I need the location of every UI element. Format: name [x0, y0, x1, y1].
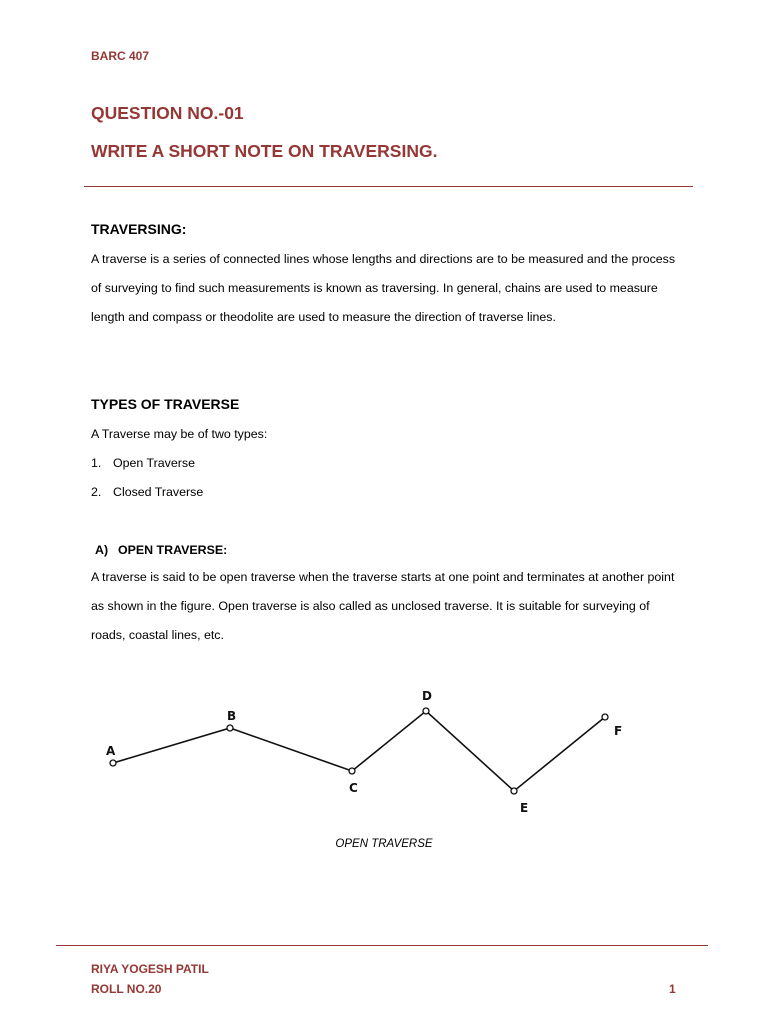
- station-label-b: B: [227, 709, 237, 723]
- header-divider: [84, 186, 693, 187]
- station-e: [511, 788, 517, 794]
- author-name: RIYA YOGESH PATIL: [91, 962, 209, 976]
- open-traverse-heading: [95, 543, 227, 557]
- footer-divider: [56, 945, 708, 946]
- types-heading: TYPES OF TRAVERSE: [91, 396, 240, 412]
- station-b: [227, 725, 233, 731]
- open-traverse-paragraph: A traverse is said to be open traverse when the traverse starts at one point and terminates at another point as shown in the figure. Open traverse is also called as unclosed traverse. It is suitable for surveying of roads, coastal lines, etc.: [91, 570, 675, 642]
- course-code: BARC 407: [91, 49, 150, 63]
- list-item-label: Open Traverse: [113, 456, 195, 470]
- list-item-label: Closed Traverse: [113, 485, 204, 499]
- open-traverse-figure: [100, 680, 640, 815]
- station-c: [349, 768, 355, 774]
- traverse-line: [113, 711, 605, 791]
- traversing-paragraph: A traverse is a series of connected lines whose lengths and directions are to be measured and the process of surveying to find such measurements is known as traversing. In general, chains are used to measure length and compass or theodolite are used to measure the direction of traverse lines.: [91, 252, 676, 324]
- open-traverse-heading-text: OPEN TRAVERSE:: [118, 543, 228, 557]
- station-d: [423, 708, 429, 714]
- station-label-a: A: [106, 744, 116, 758]
- traversing-heading: TRAVERSING:: [91, 221, 187, 237]
- question-title: WRITE A SHORT NOTE ON TRAVERSING.: [91, 141, 438, 161]
- list-item-number: 2.: [91, 485, 102, 499]
- roll-number: ROLL NO.20: [91, 982, 162, 996]
- page-number: 1: [669, 982, 676, 996]
- station-label-e: E: [520, 801, 529, 815]
- station-a: [110, 760, 116, 766]
- question-number: QUESTION NO.-01: [91, 103, 244, 123]
- list-item: [91, 485, 203, 499]
- list-item-number: 1.: [91, 456, 102, 470]
- station-f: [602, 714, 608, 720]
- station-label-c: C: [349, 781, 358, 795]
- types-intro: A Traverse may be of two types:: [91, 427, 268, 441]
- open-traverse-marker: A): [95, 543, 109, 557]
- figure-caption: OPEN TRAVERSE: [335, 838, 433, 850]
- station-label-d: D: [422, 689, 432, 703]
- list-item: [91, 456, 195, 470]
- station-label-f: F: [614, 724, 623, 738]
